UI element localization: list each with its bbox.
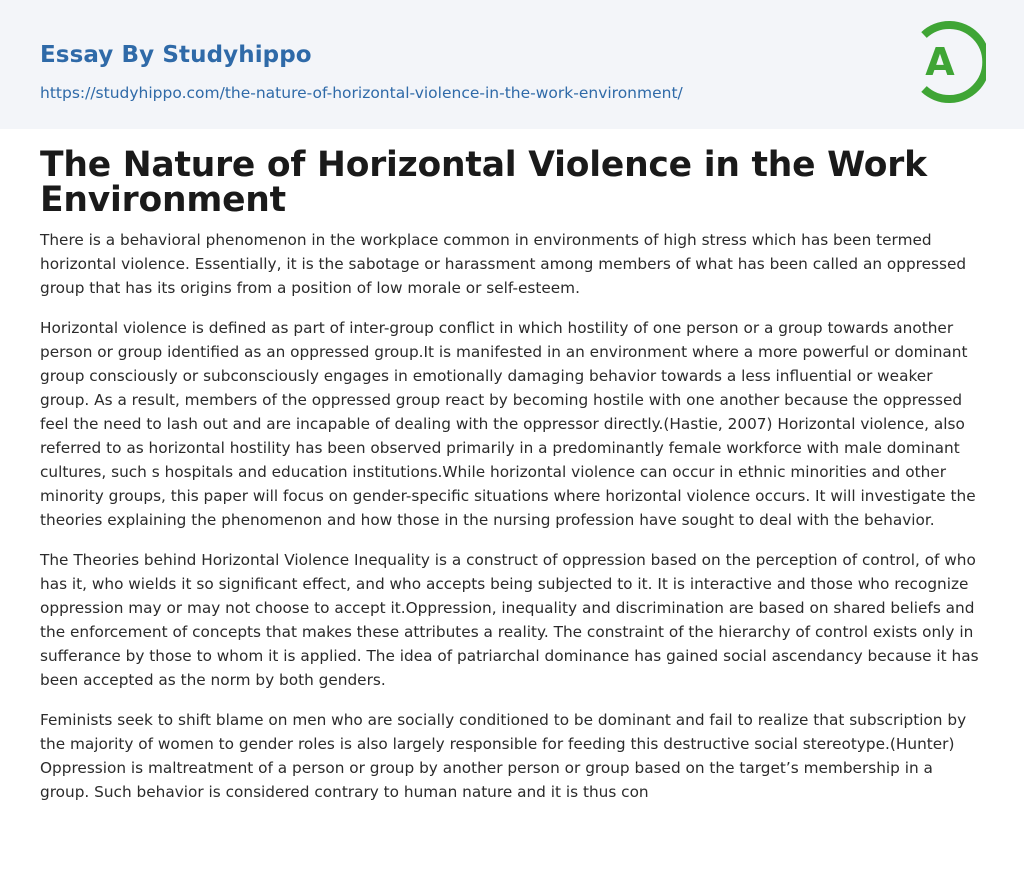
article-url-link[interactable]: https://studyhippo.com/the-nature-of-horizontal-violence-in-the-work-environment/ <box>40 84 683 102</box>
site-header <box>0 0 1024 129</box>
article-paragraph: The Theories behind Horizontal Violence Inequality is a construct of oppression based on the perception of control, of who has it, who wields it so significant effect, and who accepts being subjected to it. It is interactive and those who recognize oppression may or may not choose to accept it.Oppression, inequality and discrimination are based on shared beliefs and the enforcement of concepts that makes these attributes a reality. The constraint of the hierarchy of control exists only in sufferance by those to whom it is applied. The idea of patriarchal dominance has gained social ascendancy because it has been accepted as the norm by both genders. <box>40 551 979 689</box>
article-body <box>40 228 985 820</box>
studyhippo-logo-icon[interactable] <box>910 18 986 106</box>
article-title: The Nature of Horizontal Violence in the Work Environment <box>40 145 927 220</box>
logo-letter: A <box>925 40 955 84</box>
article-paragraph: Horizontal violence is defined as part of inter-group conflict in which hostility of one person or a group towards another person or group identified as an oppressed group.It is manifested in an environment where a more powerful or dominant group consciously or subconsciously engages in emotionally damaging behavior towards a less influential or weaker group. As a result, members of the oppressed group react by becoming hostile with one another because the oppressed feel the need to lash out and are incapable of dealing with the oppressor directly.(Hastie, 2007) Horizontal violence, also referred to as horizontal hostility has been observed primarily in a predominantly female workforce with male dominant cultures, such s hospitals and education institutions.While horizontal violence can occur in ethnic minorities and other minority groups, this paper will focus on gender-specific situations where horizontal violence occurs. It will investigate the theories explaining the phenomenon and how those in the nursing profession have sought to deal with the behavior. <box>40 319 976 529</box>
article-paragraph: There is a behavioral phenomenon in the workplace common in environments of high stress which has been termed horizontal violence. Essentially, it is the sabotage or harassment among members of what has been called an oppressed group that has its origins from a position of low morale or self-esteem. <box>40 231 967 297</box>
article-paragraph: Feminists seek to shift blame on men who are socially conditioned to be dominant and fail to realize that subscription by the majority of women to gender roles is also largely responsible for feeding this destructive social stereotype.(Hunter) Oppression is maltreatment of a person or group by another person or group based on the target’s membership in a group. Such behavior is considered contrary to human nature and it is thus con <box>40 711 967 801</box>
site-brand[interactable]: Essay By Studyhippo <box>40 42 312 68</box>
